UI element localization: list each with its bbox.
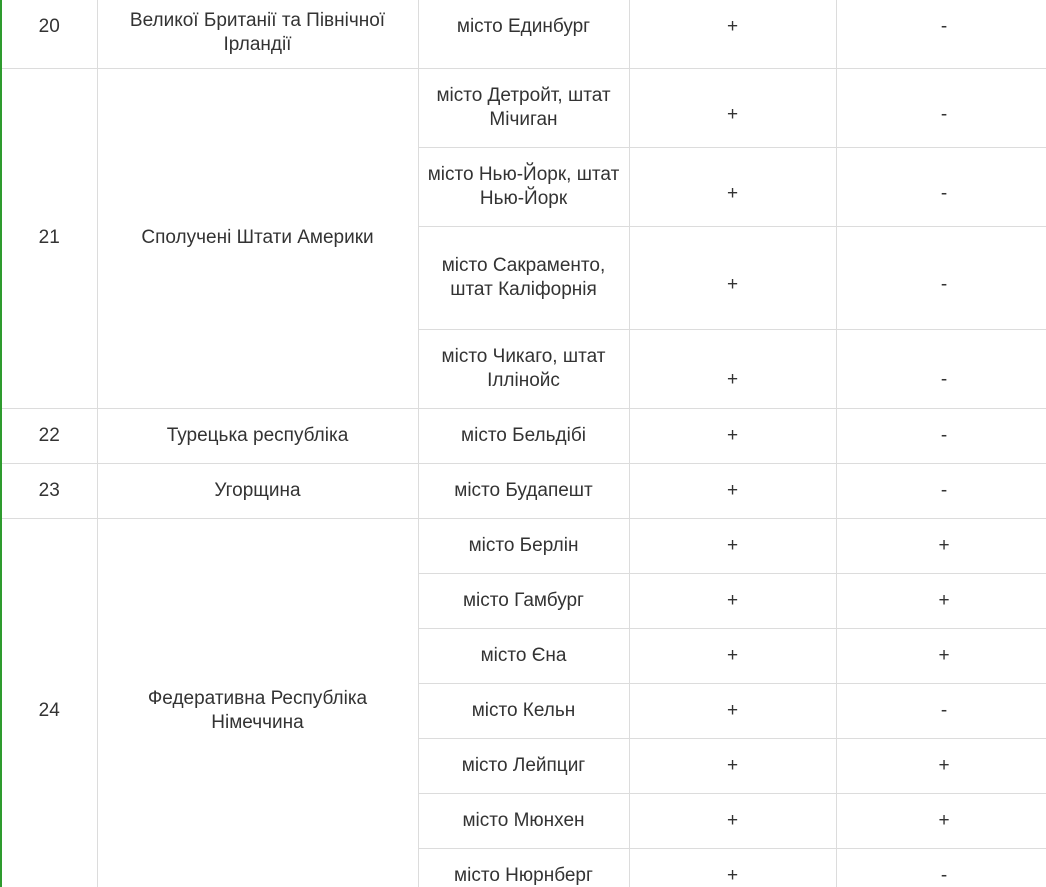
mark-cell-1: +	[629, 628, 836, 683]
mark-cell-2: -	[836, 463, 1046, 518]
country-name: Великої Британії та Північної Ірландії	[129, 9, 386, 55]
city-cell: місто Лейпциг	[418, 738, 629, 793]
mark-cell-1: +	[629, 518, 836, 573]
mark-cell-1: +	[629, 0, 836, 68]
row-number-cell: 24	[2, 518, 97, 887]
mark-cell-2: +	[836, 573, 1046, 628]
mark-cell-1: +	[629, 793, 836, 848]
city-cell: місто Детройт, штат Мічиган	[418, 68, 629, 147]
city-cell: місто Бельдібі	[418, 408, 629, 463]
mark-cell-2: +	[836, 793, 1046, 848]
city-cell: місто Єна	[418, 628, 629, 683]
country-cell	[97, 0, 418, 68]
table-viewport	[2, 0, 1046, 887]
city-cell: місто Гамбург	[418, 573, 629, 628]
mark-cell-1	[629, 329, 836, 408]
mark-cell-1	[629, 226, 836, 329]
country-cell: Сполучені Штати Америки	[97, 68, 418, 408]
mark-cell-1: +	[629, 848, 836, 887]
mark-cell-2: +	[836, 518, 1046, 573]
country-cell: Угорщина	[97, 463, 418, 518]
countries-cities-table	[2, 0, 1046, 887]
mark-value: -	[940, 182, 948, 204]
row-number-cell: 22	[2, 408, 97, 463]
row-number-cell: 23	[2, 463, 97, 518]
mark-cell-2: -	[836, 848, 1046, 887]
row-number-cell: 21	[2, 68, 97, 408]
mark-value: -	[940, 273, 948, 295]
city-cell: місто Будапешт	[418, 463, 629, 518]
mark-cell-2	[836, 329, 1046, 408]
city-cell: місто Нью-Йорк, штат Нью-Йорк	[418, 147, 629, 226]
mark-cell-2	[836, 226, 1046, 329]
city-cell: місто Сакраменто, штат Каліфорнія	[418, 226, 629, 329]
mark-cell-1	[629, 147, 836, 226]
country-cell: Федеративна Республіка Німеччина	[97, 518, 418, 887]
mark-cell-2: -	[836, 408, 1046, 463]
table-row	[2, 408, 1046, 463]
mark-cell-2: +	[836, 738, 1046, 793]
table-row	[2, 518, 1046, 573]
mark-cell-2	[836, 68, 1046, 147]
mark-value: -	[940, 368, 948, 390]
mark-value: +	[726, 103, 739, 125]
mark-cell-1: +	[629, 463, 836, 518]
mark-cell-1: +	[629, 738, 836, 793]
city-cell: місто Единбург	[418, 0, 629, 68]
table-row	[2, 463, 1046, 518]
mark-value: +	[726, 182, 739, 204]
city-cell: місто Мюнхен	[418, 793, 629, 848]
city-cell: місто Чикаго, штат Іллінойс	[418, 329, 629, 408]
mark-cell-2	[836, 147, 1046, 226]
mark-cell-2: +	[836, 628, 1046, 683]
mark-value: +	[726, 273, 739, 295]
table-row	[2, 0, 1046, 68]
mark-value: +	[726, 368, 739, 390]
mark-cell-1: +	[629, 573, 836, 628]
table-row	[2, 68, 1046, 147]
country-cell: Турецька республіка	[97, 408, 418, 463]
mark-cell-2: -	[836, 0, 1046, 68]
row-number-cell: 20	[2, 0, 97, 68]
mark-cell-1: +	[629, 408, 836, 463]
mark-cell-1: +	[629, 683, 836, 738]
city-cell: місто Берлін	[418, 518, 629, 573]
mark-cell-2: -	[836, 683, 1046, 738]
mark-cell-1	[629, 68, 836, 147]
city-cell: місто Кельн	[418, 683, 629, 738]
mark-value: -	[940, 103, 948, 125]
city-cell: місто Нюрнберг	[418, 848, 629, 887]
